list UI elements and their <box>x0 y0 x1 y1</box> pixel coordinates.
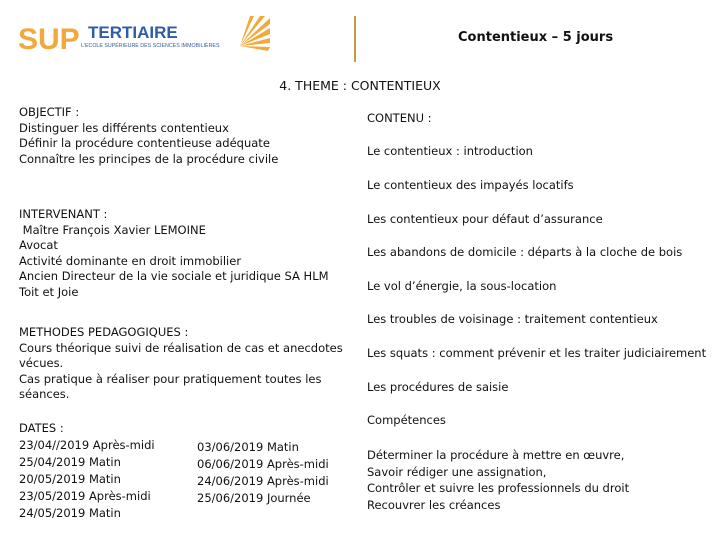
sun-icon <box>240 16 270 51</box>
contenu-item: Les abandons de domicile : départs à la cloche de bois <box>367 245 683 259</box>
objectif-heading: OBJECTIF : <box>19 105 80 119</box>
course-title: Contentieux – 5 jours <box>458 30 614 45</box>
contenu-item: Le contentieux des impayés locatifs <box>367 178 574 192</box>
contenu-heading: CONTENU : <box>367 111 432 125</box>
intervenant-line: Toit et Joie <box>19 284 79 299</box>
methodes-heading: METHODES PEDAGOGIQUES : <box>19 325 189 339</box>
competence-line: Déterminer la procédure à mettre en œuvre, <box>367 448 625 462</box>
methodes-section <box>19 325 343 403</box>
dates-col-1 <box>19 420 155 522</box>
intervenant-line: Avocat <box>19 238 58 253</box>
competence-line: Contrôler et suivre les professionnels du droit <box>367 481 630 495</box>
objectif-section <box>19 105 278 167</box>
contenu-item: Les squats : comment prévenir et les traiter judiciairement <box>367 346 707 360</box>
methodes-line: Cas pratique à réaliser pour pratiquement toutes les <box>19 371 322 386</box>
date-entry: 20/05/2019 Matin <box>19 472 121 486</box>
competence-line: Savoir rédiger une assignation, <box>367 464 547 479</box>
date-entry: 25/04/2019 Matin <box>19 455 121 469</box>
objectif-line: Définir la procédure contentieuse adéquate <box>19 136 270 151</box>
competence-line: Recouvrer les créances <box>367 497 501 512</box>
date-entry: 24/05/2019 Matin <box>19 506 121 520</box>
contenu-item: Les procédures de saisie <box>367 380 509 394</box>
intervenant-line: Activité dominante en droit immobilier <box>19 253 242 268</box>
intervenant-section <box>19 207 329 301</box>
logo-tagline-text: L'ECOLE SUPÉRIEURE DES SCIENCES IMMOBILIÈRES <box>81 43 220 49</box>
header-divider <box>354 16 356 62</box>
methodes-line: vécues. <box>19 356 64 371</box>
dates-col-2 <box>197 439 329 507</box>
competences-section <box>367 447 629 513</box>
methodes-line: Cours théorique suivi de réalisation de cas et anecdotes <box>19 340 343 355</box>
contenu-item: Les troubles de voisinage : traitement contentieux <box>367 312 658 326</box>
intervenant-line: Maître François Xavier LEMOINE <box>19 222 206 237</box>
competences-heading: Compétences <box>367 413 446 427</box>
suptertiaire-logo <box>18 16 273 60</box>
contenu-item: Les contentieux pour défaut d’assurance <box>367 212 603 226</box>
date-entry: 03/06/2019 Matin <box>197 440 299 454</box>
date-entry: 24/06/2019 Après-midi <box>197 474 329 488</box>
dates-heading: DATES : <box>19 421 64 435</box>
theme-title: 4. THEME : CONTENTIEUX <box>279 78 441 93</box>
date-entry: 06/06/2019 Après-midi <box>197 457 329 471</box>
date-entry: 23/05/2019 Après-midi <box>19 489 151 503</box>
intervenant-line: Ancien Directeur de la vie sociale et juridique SA HLM <box>19 269 329 284</box>
objectif-line: Connaître les principes de la procédure civile <box>19 151 279 166</box>
objectif-line: Distinguer les différents contentieux <box>19 120 229 135</box>
date-entry: 23/04//2019 Après-midi <box>19 438 155 452</box>
methodes-line: séances. <box>19 387 70 402</box>
intervenant-heading: INTERVENANT : <box>19 207 108 221</box>
logo-sup-text: SUP <box>18 23 80 56</box>
date-entry: 25/06/2019 Journée <box>197 491 311 505</box>
contenu-item: Le contentieux : introduction <box>367 144 533 158</box>
logo-tertiaire-text: TERTIAIRE <box>88 23 178 42</box>
contenu-item: Le vol d’énergie, la sous-location <box>367 279 557 293</box>
